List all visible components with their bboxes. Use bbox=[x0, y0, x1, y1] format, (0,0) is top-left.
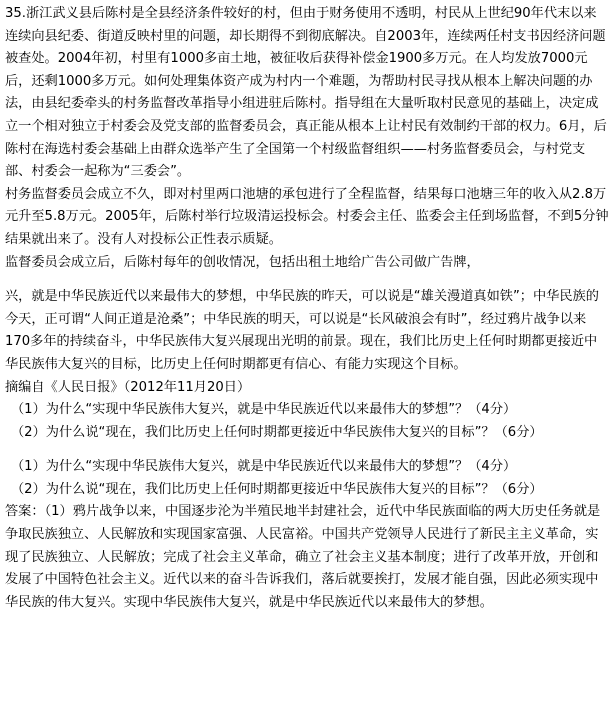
passage-source: 摘编自《人民日报》（2012年11月20日） bbox=[5, 379, 251, 395]
section-gap bbox=[5, 444, 609, 456]
sub-question-1: （1）为什么“实现中华民族伟大复兴，就是中华民族近代以来最伟大的梦想”？（4分） bbox=[11, 402, 517, 418]
document-body bbox=[5, 3, 609, 614]
section-gap bbox=[5, 274, 609, 286]
passage-text: 兴，就是中华民族近代以来最伟大的梦想，中华民族的昨天，可以说是“雄关漫道真如铁”；中华民族的今天，正可谓“人间正道是沧桑”；中华民族的明天，可以说是“长风破浪会有时”，经过鸦片战争以来170多年的持续奋斗，中华民族伟大复兴展现出光明的前景。现在，我们比历史上任何时期都更接近中华民族伟大复兴的目标，比历史上任何时期都更有信心、有能力实现这个目标。 bbox=[5, 289, 599, 372]
answer-text: 答案：（1）鸦片战争以来，中国逐步沦为半殖民地半封建社会，近代中华民族面临的两大历史任务就是争取民族独立、人民解放和实现国家富强、人民富裕。中国共产党领导人民进行了新民主主义革命，实现了民族独立、人民解放；完成了社会主义革命，确立了社会主义基本制度；进行了改革开放，开创和发展了中国特色社会主义。近代以来的奋斗告诉我们，落后就要挨打，发展才能自强，因此必须实现中华民族的伟大复兴。实现中华民族伟大复兴，就是中华民族近代以来最伟大的梦想。 bbox=[5, 504, 601, 610]
repeat-question-2: （2）为什么说“现在，我们比历史上任何时期都更接近中华民族伟大复兴的目标”？（6分） bbox=[11, 481, 543, 497]
sub-question-2: （2）为什么说“现在，我们比历史上任何时期都更接近中华民族伟大复兴的目标”？（6分） bbox=[11, 424, 543, 440]
repeat-question-1: （1）为什么“实现中华民族伟大复兴，就是中华民族近代以来最伟大的梦想”？（4分） bbox=[11, 459, 517, 475]
question-para-3: 监督委员会成立后，后陈村每年的创收情况，包括出租土地给广告公司做广告牌， bbox=[5, 254, 480, 270]
question-stem: 35.浙江武义县后陈村是全县经济条件较好的村，但由于财务使用不透明，村民从上世纪90年代末以来连续向县纪委、街道反映村里的问题，却长期得不到彻底解决。自2003年，连续两任村支书因经济问题被查处。2004年初，村里有1000多亩土地，被征收后获得补偿金1900多万元。在人均发放7000元后，还剩1000多万元。如何处理集体资产成为村内一个难题，为帮助村民寻找从根本上解决问题的办法，由县纪委牵头的村务监督改革指导小组进驻后陈村。指导组在大量听取村民意见的基础上，决定成立一个相对独立于村委会及党支部的监督委员会，真正能从根本上让村民有效制约干部的权力。6月，后陈村在海选村委会基础上由群众选举产生了全国第一个村级监督组织——村务监督委员会，与村党支部、村委会一起称为“三委会”。 bbox=[5, 6, 607, 180]
question-para-2: 村务监督委员会成立不久，即对村里两口池塘的承包进行了全程监督，结果每口池塘三年的收入从2.8万元升至5.8万元。2005年，后陈村举行垃圾清运投标会。村委会主任、监委会主任到场监督，不到5分钟结果就出来了。没有人对投标公正性表示质疑。 bbox=[5, 186, 609, 247]
